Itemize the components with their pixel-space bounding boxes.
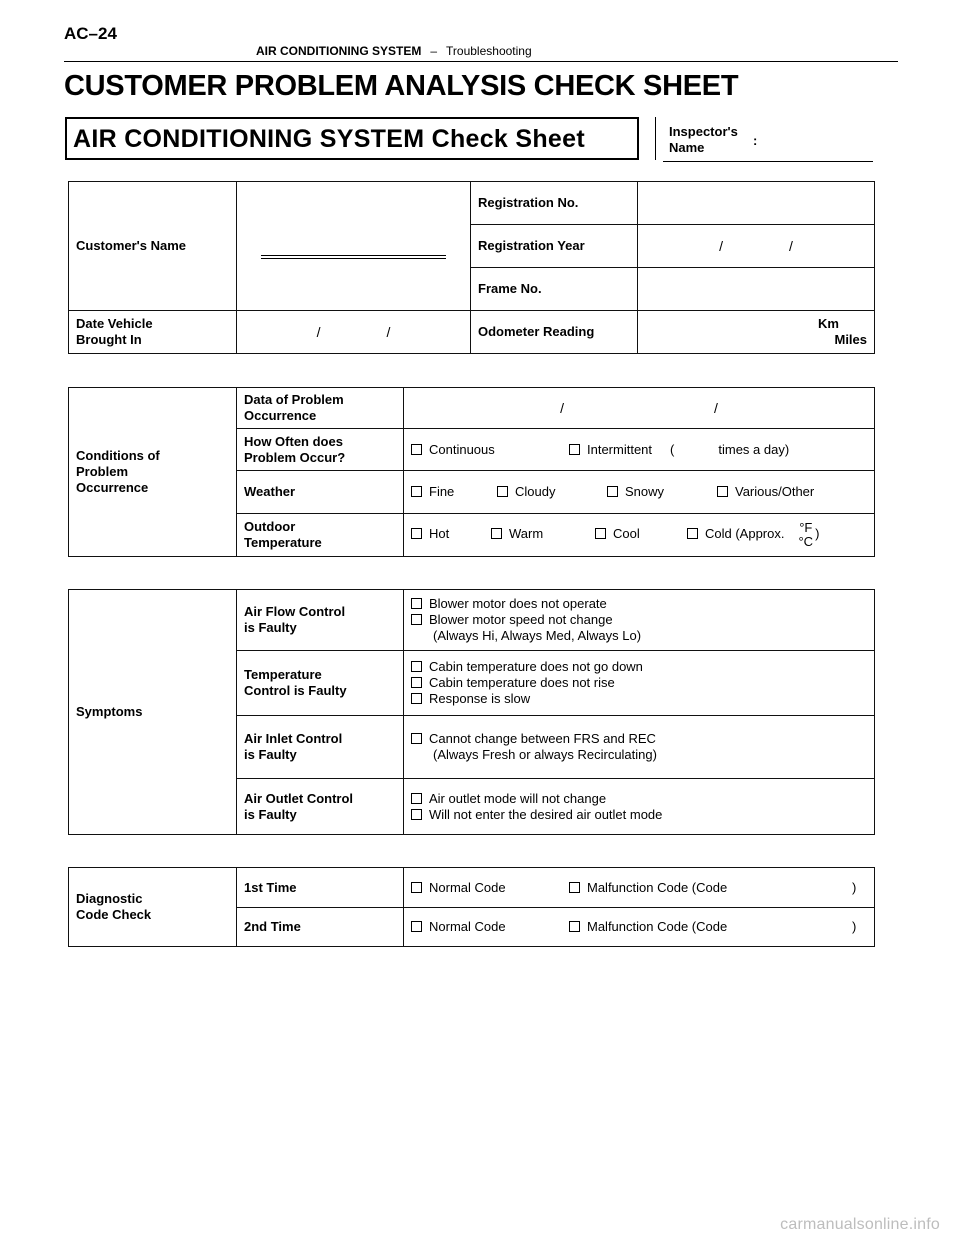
option-outlet-not-change[interactable]: Air outlet mode will not change xyxy=(411,791,867,807)
code-close: ) xyxy=(852,879,857,895)
registration-no-label: Registration No. xyxy=(471,182,638,225)
outlet-control-label-line2: is Faulty xyxy=(244,806,297,822)
inspector-divider xyxy=(655,117,656,160)
outdoor-temp-label-line2: Temperature xyxy=(244,535,322,550)
conditions-label-line3: Occurrence xyxy=(76,480,149,495)
inlet-control-label-line1: Air Inlet Control xyxy=(244,731,343,746)
first-time-label: 1st Time xyxy=(237,868,404,908)
running-header-subsection: Troubleshooting xyxy=(446,44,532,58)
checkbox-icon[interactable] xyxy=(569,921,580,932)
option-cloudy[interactable]: Cloudy xyxy=(497,484,607,500)
temperature-control-label-line1: Temperature xyxy=(244,667,322,682)
vehicle-info-table xyxy=(68,181,875,354)
checkbox-icon[interactable] xyxy=(411,444,422,455)
frequency-label xyxy=(237,429,404,471)
date-slash: / xyxy=(714,400,718,416)
date-brought-field[interactable] xyxy=(237,311,471,354)
checkbox-icon[interactable] xyxy=(411,486,422,497)
option-intermittent[interactable]: Intermittent xyxy=(569,442,652,458)
conditions-label-line2: Problem xyxy=(76,464,129,479)
date-slash: / xyxy=(316,324,321,340)
inlet-note: (Always Fresh or always Recirculating) xyxy=(433,747,657,762)
second-time-label: 2nd Time xyxy=(237,908,404,947)
temperature-control-label xyxy=(237,651,404,716)
unit-km: Km xyxy=(818,316,839,331)
page-title: CUSTOMER PROBLEM ANALYSIS CHECK SHEET xyxy=(64,70,739,102)
diagnostic-label-line2: Code Check xyxy=(76,907,152,922)
diagnostic-table xyxy=(68,867,875,947)
second-time-options xyxy=(404,908,875,947)
checkbox-icon[interactable] xyxy=(497,486,508,497)
frequency-label-line2: Problem Occur? xyxy=(244,449,346,465)
option-warm[interactable]: Warm xyxy=(491,526,595,542)
checkbox-icon[interactable] xyxy=(717,486,728,497)
checkbox-icon[interactable] xyxy=(411,598,422,609)
option-normal-code[interactable]: Normal Code xyxy=(411,880,569,896)
option-normal-code[interactable]: Normal Code xyxy=(411,919,569,935)
page-number: AC–24 xyxy=(64,24,117,43)
option-cold[interactable]: Cold (Approx. xyxy=(687,526,784,542)
inspector-label xyxy=(669,124,738,156)
temp-close: ) xyxy=(815,526,820,542)
outdoor-temp-label-line1: Outdoor xyxy=(244,519,296,534)
inspector-colon: : xyxy=(753,133,758,148)
customer-name-field[interactable] xyxy=(237,182,471,311)
option-continuous[interactable]: Continuous xyxy=(411,442,569,458)
occurrence-date-label-line2: Occurrence xyxy=(244,408,317,423)
checkbox-icon[interactable] xyxy=(411,793,422,804)
inlet-control-label-line2: is Faulty xyxy=(244,747,297,762)
inspector-name-field[interactable] xyxy=(663,161,873,162)
option-frs-rec[interactable]: Cannot change between FRS and REC xyxy=(411,731,867,747)
checkbox-icon[interactable] xyxy=(607,486,618,497)
conditions-label-line1: Conditions of xyxy=(76,448,160,463)
inlet-control-label xyxy=(237,716,404,779)
first-time-options xyxy=(404,868,875,908)
date-slash: / xyxy=(719,238,723,254)
date-brought-label-line2: Brought In xyxy=(76,332,142,347)
outdoor-temp-options xyxy=(404,514,875,557)
conditions-section-label xyxy=(69,388,237,557)
airflow-options xyxy=(404,590,875,651)
checkbox-icon[interactable] xyxy=(411,921,422,932)
unit-miles: Miles xyxy=(834,332,867,347)
temperature-control-options xyxy=(404,651,875,716)
checkbox-icon[interactable] xyxy=(687,528,698,539)
outdoor-temp-label xyxy=(237,514,404,557)
temp-units xyxy=(798,521,813,549)
diagnostic-label-line1: Diagnostic xyxy=(76,891,143,906)
checkbox-icon[interactable] xyxy=(411,882,422,893)
outlet-control-options xyxy=(404,779,875,835)
inspector-label-line1: Inspector's xyxy=(669,124,738,139)
temperature-control-label-line2: Control is Faulty xyxy=(244,683,347,698)
occurrence-date-label-line1: Data of Problem xyxy=(244,392,344,407)
weather-label: Weather xyxy=(237,471,404,514)
option-snowy[interactable]: Snowy xyxy=(607,484,717,500)
weather-options xyxy=(404,471,875,514)
option-outlet-not-enter[interactable]: Will not enter the desired air outlet mode xyxy=(411,807,867,823)
unit-fahrenheit: °F xyxy=(799,520,813,535)
date-slash: / xyxy=(386,324,391,340)
checkbox-icon[interactable] xyxy=(595,528,606,539)
frame-no-field[interactable] xyxy=(638,268,875,311)
inspector-label-line2: Name xyxy=(669,140,705,155)
option-temp-not-rise[interactable]: Cabin temperature does not rise xyxy=(411,675,867,691)
code-close: ) xyxy=(852,919,857,934)
times-open: ( xyxy=(670,441,675,457)
checkbox-icon[interactable] xyxy=(569,882,580,893)
option-malfunction-code[interactable]: Malfunction Code (Code xyxy=(569,880,852,896)
airflow-label-line2: is Faulty xyxy=(244,620,297,635)
conditions-table xyxy=(68,387,875,557)
occurrence-date-field[interactable] xyxy=(404,388,875,429)
checkbox-icon[interactable] xyxy=(411,733,422,744)
running-header xyxy=(256,44,532,58)
date-brought-label-line1: Date Vehicle xyxy=(76,316,153,331)
checkbox-icon[interactable] xyxy=(411,693,422,704)
unit-celsius: °C xyxy=(798,534,814,549)
occurrence-date-label xyxy=(237,388,404,429)
option-blower-not-operate[interactable]: Blower motor does not operate xyxy=(411,596,867,612)
checkbox-icon[interactable] xyxy=(411,809,422,820)
option-malfunction-code[interactable]: Malfunction Code (Code xyxy=(569,919,852,935)
airflow-label xyxy=(237,590,404,651)
header-rule xyxy=(64,61,898,62)
registration-no-field[interactable] xyxy=(638,182,875,225)
watermark: carmanualsonline.info xyxy=(780,1216,940,1233)
diagnostic-section-label xyxy=(69,868,237,947)
option-hot[interactable]: Hot xyxy=(411,526,491,542)
date-brought-label xyxy=(69,311,237,354)
date-slash: / xyxy=(789,238,793,254)
option-blower-speed[interactable]: Blower motor speed not change xyxy=(411,612,867,628)
sheet-title: AIR CONDITIONING SYSTEM Check Sheet xyxy=(65,117,639,160)
symptoms-table xyxy=(68,589,875,835)
odometer-label: Odometer Reading xyxy=(471,311,638,354)
symptoms-section-label: Symptoms xyxy=(69,590,237,835)
checkbox-icon[interactable] xyxy=(491,528,502,539)
registration-year-label: Registration Year xyxy=(471,225,638,268)
date-slash: / xyxy=(560,400,564,416)
option-response-slow[interactable]: Response is slow xyxy=(411,691,867,707)
checkbox-icon[interactable] xyxy=(411,661,422,672)
outlet-control-label xyxy=(237,779,404,835)
option-temp-not-down[interactable]: Cabin temperature does not go down xyxy=(411,659,867,675)
odometer-field[interactable] xyxy=(638,311,875,354)
checkbox-icon[interactable] xyxy=(569,444,580,455)
times-a-day: times a day) xyxy=(718,441,790,457)
airflow-label-line1: Air Flow Control xyxy=(244,604,346,619)
option-various[interactable]: Various/Other xyxy=(717,484,814,500)
customer-name-label: Customer's Name xyxy=(69,182,237,311)
registration-year-field[interactable] xyxy=(638,225,875,268)
inlet-control-options xyxy=(404,716,875,779)
frame-no-label: Frame No. xyxy=(471,268,638,311)
running-header-separator: – xyxy=(430,44,438,58)
checkbox-icon[interactable] xyxy=(411,677,422,688)
option-cool[interactable]: Cool xyxy=(595,526,687,542)
checkbox-icon[interactable] xyxy=(411,614,422,625)
running-header-section: AIR CONDITIONING SYSTEM xyxy=(256,44,422,58)
frequency-label-line1: How Often does xyxy=(244,433,343,449)
frequency-options xyxy=(404,429,875,471)
outlet-control-label-line1: Air Outlet Control xyxy=(244,790,354,806)
airflow-note: (Always Hi, Always Med, Always Lo) xyxy=(433,628,642,643)
checkbox-icon[interactable] xyxy=(411,528,422,539)
option-fine[interactable]: Fine xyxy=(411,484,497,500)
